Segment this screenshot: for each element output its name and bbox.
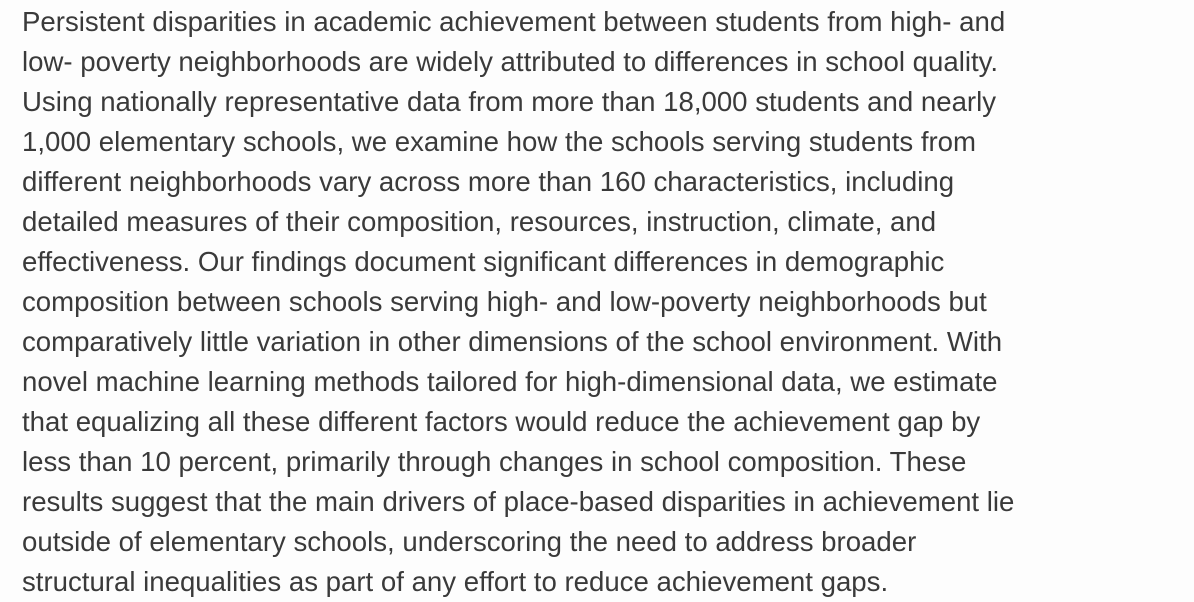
- abstract-line: outside of elementary schools, underscoring the need to address broader: [22, 526, 917, 557]
- abstract-line: Using nationally representative data from more than 18,000 students and nearly: [22, 86, 997, 117]
- abstract-line: comparatively little variation in other dimensions of the school environment. With: [22, 326, 1003, 357]
- abstract-line: composition between schools serving high- and low-poverty neighborhoods but: [22, 286, 987, 317]
- abstract-line: different neighborhoods vary across more than 160 characteristics, including: [22, 166, 955, 197]
- abstract-line: less than 10 percent, primarily through changes in school composition. These: [22, 446, 967, 477]
- abstract-line: detailed measures of their composition, resources, instruction, climate, and: [22, 206, 937, 237]
- abstract-line: Persistent disparities in academic achievement between students from high- and: [22, 6, 1006, 37]
- abstract-line: novel machine learning methods tailored for high-dimensional data, we estimate: [22, 366, 998, 397]
- abstract-line: that equalizing all these different factors would reduce the achievement gap by: [22, 406, 981, 437]
- abstract-line: low- poverty neighborhoods are widely attributed to differences in school quality.: [22, 46, 999, 77]
- abstract-line: structural inequalities as part of any effort to reduce achievement gaps.: [22, 566, 889, 597]
- abstract-line: effectiveness. Our findings document significant differences in demographic: [22, 246, 945, 277]
- abstract-line: results suggest that the main drivers of place-based disparities in achievement lie: [22, 486, 1015, 517]
- abstract-line: 1,000 elementary schools, we examine how the schools serving students from: [22, 126, 977, 157]
- abstract-text: [22, 2, 1192, 602]
